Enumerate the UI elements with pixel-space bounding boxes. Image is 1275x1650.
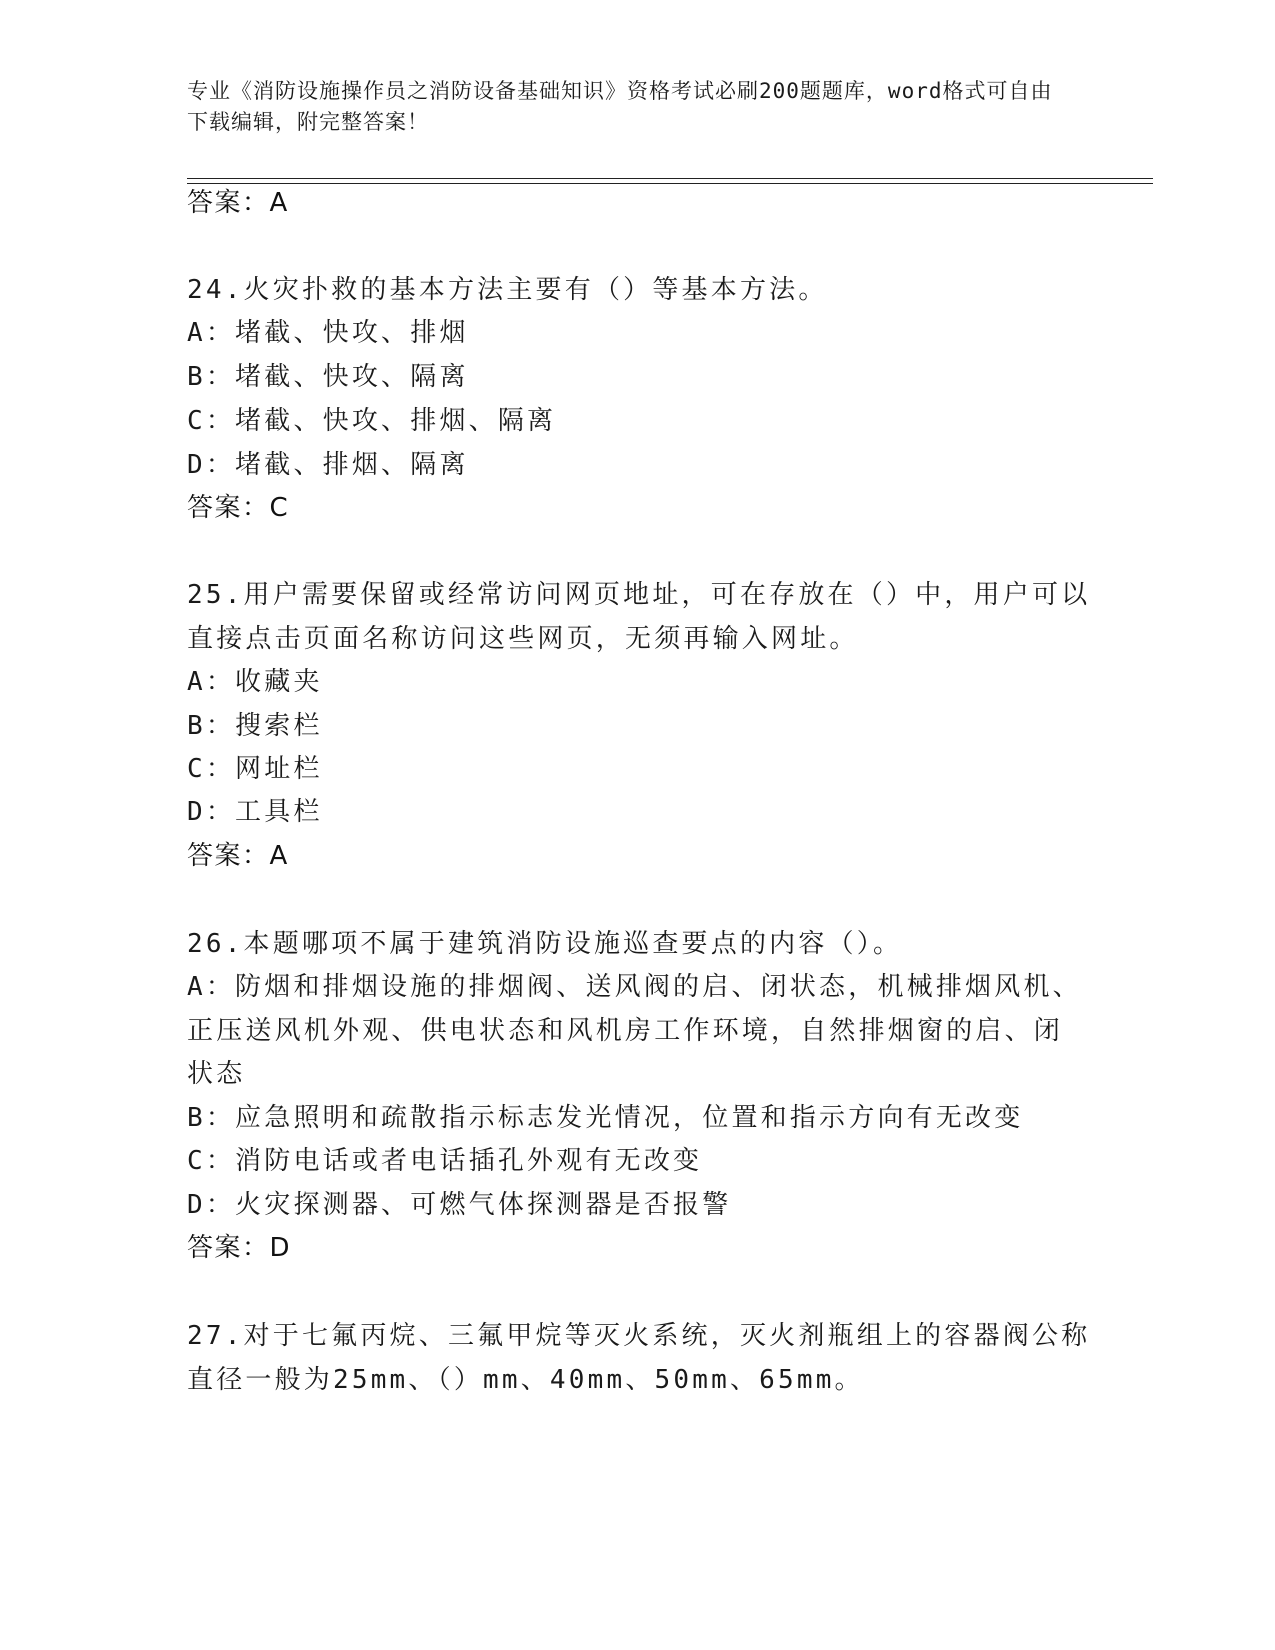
question-25-option-b: B：搜索栏 xyxy=(187,711,323,741)
question-24-option-b: B：堵截、快攻、隔离 xyxy=(187,362,469,392)
question-26-option-a-line-3: 状态 xyxy=(187,1059,246,1089)
question-24-text: 24.火灾扑救的基本方法主要有（）等基本方法。 xyxy=(187,275,828,305)
question-26-text: 26.本题哪项不属于建筑消防设施巡查要点的内容（）。 xyxy=(187,929,903,959)
question-24-option-a: A：堵截、快攻、排烟 xyxy=(187,318,469,348)
question-24-option-c: C：堵截、快攻、排烟、隔离 xyxy=(187,406,557,436)
question-25-option-d: D：工具栏 xyxy=(187,797,323,827)
question-25-text-line-2: 直接点击页面名称访问这些网页，无须再输入网址。 xyxy=(187,624,859,654)
previous-answer: 答案：A xyxy=(187,188,289,218)
question-24-answer: 答案：C xyxy=(187,493,290,523)
header-divider-secondary xyxy=(187,183,1153,184)
question-26-option-d: D：火灾探测器、可燃气体探测器是否报警 xyxy=(187,1190,732,1220)
header-divider xyxy=(187,178,1153,179)
document-header: 专业《消防设施操作员之消防设备基础知识》资格考试必刷200题题库，word格式可自由下载编辑，附完整答案！ xyxy=(187,79,1053,134)
question-27-text-line-2: 直径一般为25mm、（）mm、40mm、50mm、65mm。 xyxy=(187,1365,864,1395)
question-25-text-line-1: 25.用户需要保留或经常访问网页地址，可在存放在（）中，用户可以 xyxy=(187,580,1091,610)
question-25-answer: 答案：A xyxy=(187,841,289,871)
question-24-option-d: D：堵截、排烟、隔离 xyxy=(187,450,469,480)
question-26-option-b: B：应急照明和疏散指示标志发光情况，位置和指示方向有无改变 xyxy=(187,1103,1024,1133)
question-26-option-c: C：消防电话或者电话插孔外观有无改变 xyxy=(187,1146,703,1176)
question-26-answer: 答案：D xyxy=(187,1233,292,1263)
question-25-option-c: C：网址栏 xyxy=(187,754,323,784)
question-26-option-a-line-2: 正压送风机外观、供电状态和风机房工作环境，自然排烟窗的启、闭 xyxy=(187,1016,1064,1046)
question-27-text-line-1: 27.对于七氟丙烷、三氟甲烷等灭火系统，灭火剂瓶组上的容器阀公称 xyxy=(187,1321,1091,1351)
question-25-option-a: A：收藏夹 xyxy=(187,667,323,697)
question-26-option-a-line-1: A：防烟和排烟设施的排烟阀、送风阀的启、闭状态，机械排烟风机、 xyxy=(187,972,1082,1002)
